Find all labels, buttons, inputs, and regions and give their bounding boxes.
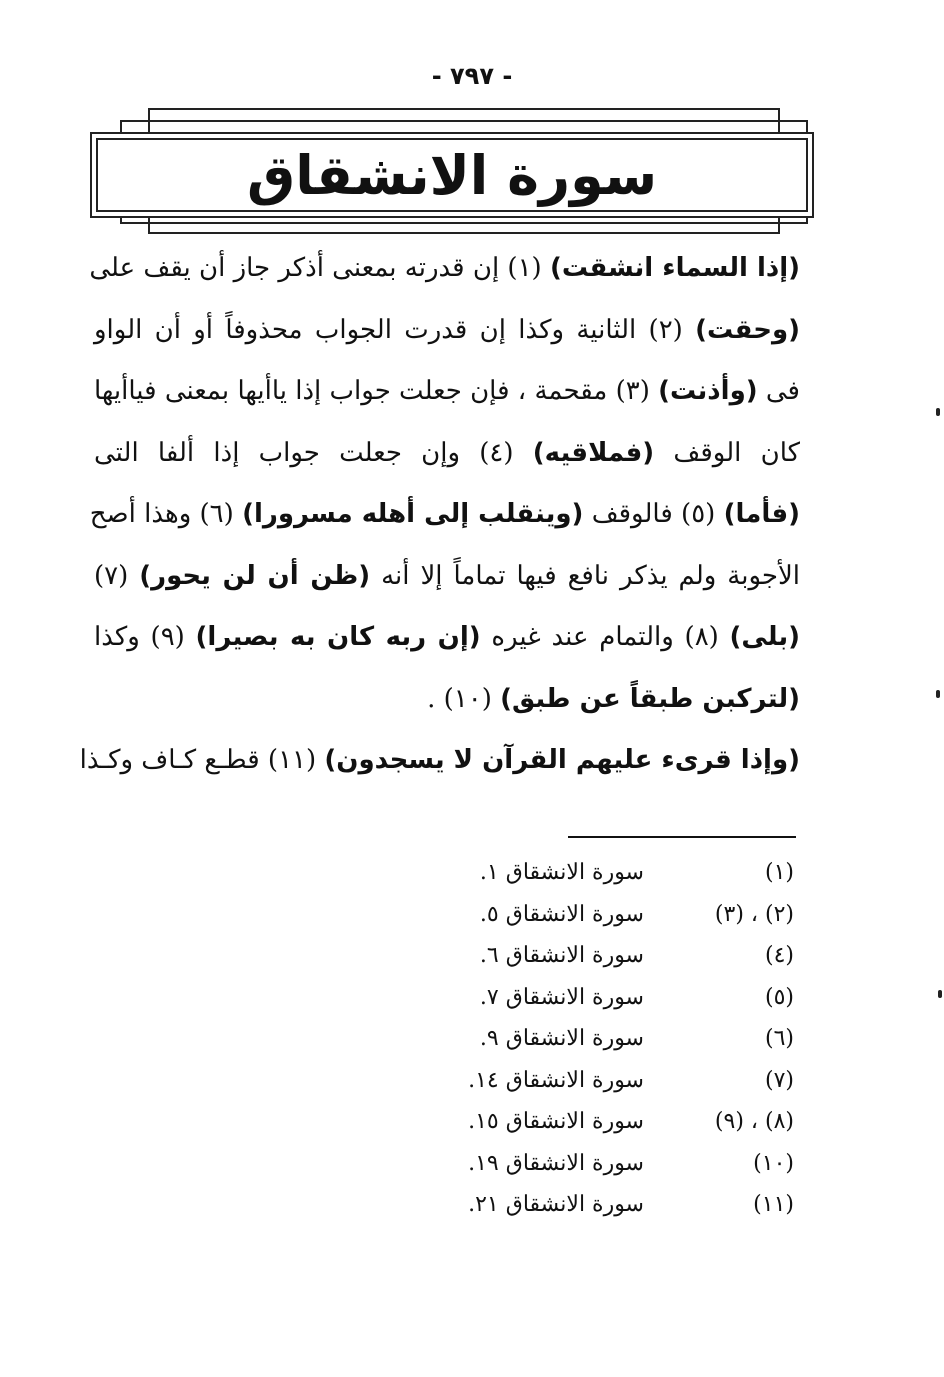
- quran-quote: (وإذا قرىء عليهم القرآن لا يسجدون): [324, 745, 800, 775]
- footnote: [420, 935, 800, 977]
- commentary-segment: كان الوقف: [654, 437, 800, 468]
- footnote-marker: (١٠): [753, 1150, 794, 1176]
- footnote-marker: (١): [764, 860, 794, 885]
- footnote-reference: سورة الانشقاق ٢١.: [468, 1192, 644, 1217]
- quran-quote: (لتركبن طبقاً عن طبق): [500, 683, 800, 714]
- footnote-marker: (٦): [764, 1026, 794, 1051]
- commentary-segment: (٣) مقحمة ، فإن جعلت جواب إذا ياأيها بمعنى فياأيها: [94, 376, 659, 406]
- footnote: [420, 1184, 800, 1226]
- scan-speck: [936, 408, 940, 416]
- text-line: [94, 300, 800, 362]
- footnote-marker: (٧): [764, 1067, 794, 1093]
- surah-title: سورة الانشقاق: [246, 143, 658, 207]
- footnotes: [420, 852, 800, 1226]
- quran-quote: (إن ربه كان به بصيرا): [195, 622, 481, 652]
- commentary-segment: (٢) الثانية وكذا إن قدرت الجواب محذوفاً أو أن الواو: [94, 314, 696, 345]
- commentary-segment: (١) إن قدرته بمعنى أذكر جاز أن يقف على: [89, 253, 550, 283]
- quran-quote: (وحقت): [695, 314, 800, 345]
- footnote-reference: سورة الانشقاق ٥.: [479, 901, 644, 927]
- page-number: - ٧٩٧ -: [431, 62, 513, 90]
- text-line: [94, 423, 800, 485]
- footnote: [420, 1018, 800, 1060]
- text-line: [89, 238, 800, 300]
- footnote: [420, 977, 800, 1019]
- commentary-segment: (١٠) .: [427, 683, 501, 714]
- quran-quote: (إذا السماء انشقت): [549, 253, 800, 283]
- quran-quote: (وأذنت): [658, 376, 758, 406]
- footnote: [420, 1101, 800, 1143]
- footnote: [420, 852, 800, 894]
- footnote-reference: سورة الانشقاق ١٥.: [468, 1109, 644, 1134]
- scan-speck: [936, 690, 940, 698]
- footnote-marker: (٤): [764, 943, 794, 968]
- commentary-segment: (٨) والتمام عند غيره: [480, 622, 730, 652]
- quran-quote: (ظن أن لن يحور): [139, 560, 371, 591]
- scan-speck: [938, 990, 942, 998]
- commentary-segment: (٧): [94, 560, 140, 591]
- footnote-reference: سورة الانشقاق ٧.: [479, 984, 644, 1010]
- footnote-separator: [568, 836, 796, 838]
- quran-quote: (فأما): [723, 499, 800, 529]
- footnote: [420, 1060, 800, 1102]
- footnote-marker: (٥): [764, 984, 794, 1010]
- footnote: [420, 894, 800, 936]
- text-line: [94, 546, 800, 608]
- footnote-marker: (٢) ، (٣): [714, 901, 794, 927]
- footnote-reference: سورة الانشقاق ١٩.: [468, 1150, 644, 1176]
- commentary-segment: (٦) وهذا أصح: [89, 499, 243, 529]
- footnote-reference: سورة الانشقاق ١٤.: [468, 1067, 644, 1093]
- footnote: [420, 1143, 800, 1185]
- commentary-segment: (٥) فالوقف: [583, 499, 724, 529]
- quran-quote: (بلى): [729, 622, 800, 652]
- text-line: [94, 607, 800, 669]
- footnote-reference: سورة الانشقاق ١.: [479, 860, 644, 885]
- commentary-text: [79, 238, 800, 792]
- commentary-segment: (١١) قطـع كـاف وكـذا: [79, 745, 325, 775]
- commentary-segment: الأجوبة ولم يذكر نافع فيها تماماً إلا أنه: [370, 560, 800, 591]
- footnote-reference: سورة الانشقاق ٦.: [479, 943, 644, 968]
- commentary-segment: فى: [757, 376, 800, 406]
- footnote-marker: (١١): [753, 1192, 794, 1217]
- footnote-reference: سورة الانشقاق ٩.: [479, 1026, 644, 1051]
- quran-quote: (وينقلب إلى أهله مسرورا): [242, 499, 584, 529]
- footnote-marker: (٨) ، (٩): [714, 1109, 794, 1134]
- text-line: [79, 730, 800, 792]
- commentary-segment: (٤) وإن جعلت جواب إذا ألفا التى: [94, 437, 533, 468]
- quran-quote: (فملاقيه): [532, 437, 655, 468]
- commentary-segment: (٩) وكذا: [94, 622, 196, 652]
- text-line: [94, 669, 800, 731]
- text-line: [94, 361, 800, 423]
- text-line: [89, 484, 800, 546]
